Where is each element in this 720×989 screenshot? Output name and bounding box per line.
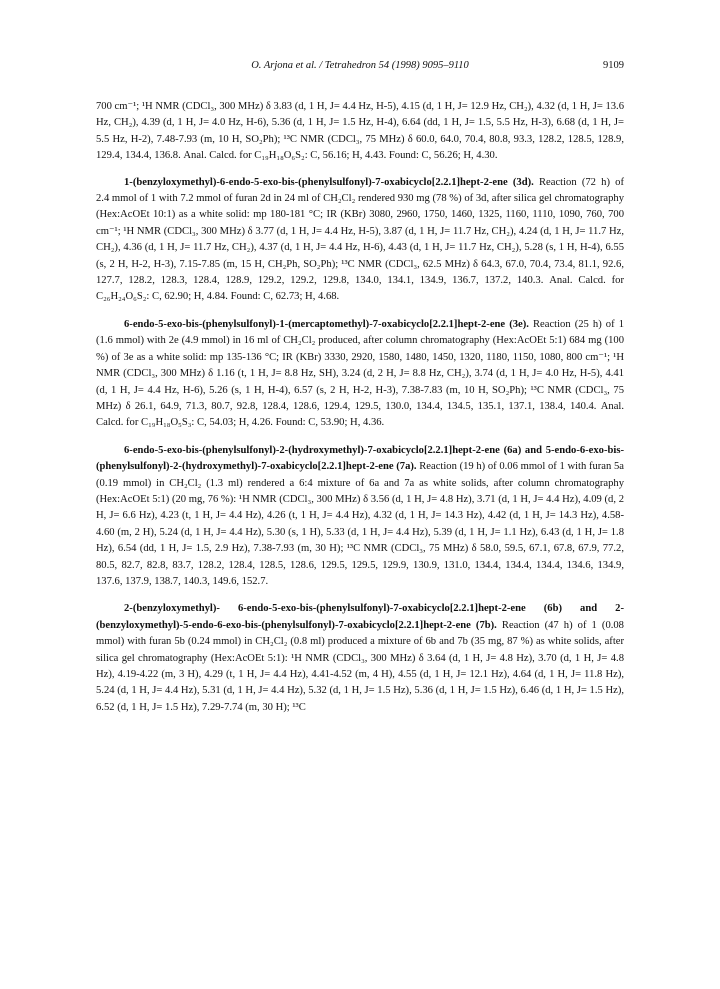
article-body — [96, 99, 624, 727]
experimental-paragraph-6a-7a — [96, 443, 624, 591]
running-head: O. Arjona et al. / Tetrahedron 54 (1998) 9095–9110 — [251, 60, 469, 71]
compound-title: 1-(benzyloxymethyl)-6-endo-5-exo-bis-(phenylsulfonyl)-7-oxabicyclo[2.2.1]hept-2-ene (3d). — [124, 176, 534, 188]
compound-title: 2-(benzyloxymethyl)- 6-endo-5-exo-bis-(phenylsulfonyl)-7-oxabicyclo[2.2.1]hept-2-ene (6b) and 2-(benzyloxymethyl)-5-endo-6-exo-bis-(phenylsulfonyl)-7-oxabicyclo[2.2.1]hept-2-ene (7b). — [96, 603, 624, 631]
compound-title: 6-endo-5-exo-bis-(phenylsulfonyl)-1-(mercaptomethyl)-7-oxabicyclo[2.2.1]hept-2-ene (3e). — [124, 318, 529, 330]
paragraph-text: 700 cm⁻¹; ¹H NMR (CDCl₃, 300 MHz) δ 3.83 (d, 1 H, J= 4.4 Hz, H-5), 4.15 (d, 1 H, J= 12.9 Hz, CH₂), 4.32 (d, 1 H, J= 13.6 Hz, CH₂), 4.39 (d, 1 H, J= 4.0 Hz, H-6), 5.36 (d, 1 H, J= 1.5 Hz, H-4), 6.64 (dd, 1 H, J= 1.5, 5.5 Hz, H-3), 6.68 (d, 1 H, J= 5.5 Hz, H-2), 7.48-7.93 (m, 10 H, SO₂Ph); ¹³C NMR (CDCl₃, 75 MHz) δ 60.0, 64.0, 70.4, 80.8, 93.3, 128.2, 128.5, 128.9, 129.4, 134.4, 136.8. Anal. Calcd. for C₁₉H₁₈O₆S₂: C, 56.16; H, 4.43. Found: C, 56.26; H, 4.30. — [96, 101, 624, 162]
paragraph-text: Reaction (25 h) of 1 (1.6 mmol) with 2e (4.9 mmol) in 16 ml of CH₂Cl₂ produced, after column chromatography (Hex:AcOEt 5:1) 684 mg (100 %) of 3e as a white solid: mp 135-136 °C; IR (KBr) 3330, 2920, 1580, 1480, 1450, 1320, 1180, 1150, 1080, 800 cm⁻¹; ¹H NMR (CDCl₃, 300 MHz) δ 1.16 (t, 1 H, J= 8.8 Hz, SH), 3.24 (d, 2 H, J= 8.8 Hz, CH₂), 3.74 (d, 1 H, J= 4.0 Hz, H-5), 4.41 (d, 1 H, J= 4.4 Hz, H-6), 5.26 (s, 1 H, H-4), 6.57 (s, 2 H, H-2, H-3), 7.38-7.83 (m, 10 H, SO₂Ph); ¹³C NMR (CDCl₃, 75 MHz) δ 26.1, 64.9, 71.3, 80.7, 92.8, 128.4, 128.6, 129.4, 129.5, 130.0, 134.4, 134.5, 135.1, 137.1, 138.4, 140.4. Anal. Calcd. for C₁₉H₁₈O₅S₃: C, 54.03; H, 4.26. Found: C, 53.90; H, 4.36. — [96, 318, 624, 429]
page-number: 9109 — [603, 60, 624, 71]
experimental-paragraph-3d — [96, 175, 624, 306]
compound-title: 6-endo-5-exo-bis-(phenylsulfonyl)-2-(hydroxymethyl)-7-oxabicyclo[2.2.1]hept-2-ene (6a) and 5-endo-6-exo-bis-(phenylsulfonyl)-2-(hydroxymethyl)-7-oxabicyclo[2.2.1]hept-2-ene (7a). — [96, 444, 624, 473]
experimental-paragraph-3e — [96, 317, 624, 432]
paragraph-text: Reaction (47 h) of 1 (0.08 mmol) with furan 5b (0.24 mmol) in CH₂Cl₂ (0.8 ml) produced a mixture of 6b and 7b (35 mg, 87 %) as white solids, after silica gel chromatography (Hex:AcOEt 5:1): ¹H NMR (CDCl₃, 300 MHz) δ 3.64 (d, 1 H, J= 4.8 Hz), 3.70 (d, 1 H, J= 4.8 Hz), 4.19-4.22 (m, 3 H), 4.29 (t, 1 H, J= 4.4 Hz), 4.41-4.52 (m, 4 H), 4.55 (d, 1 H, J= 12.1 Hz), 4.64 (d, 1 H, J= 11.8 Hz), 5.24 (d, 1 H, J= 4.4 Hz), 5.31 (d, 1 H, J= 4.4 Hz), 5.32 (d, 1 H, J= 1.5 Hz), 5.36 (d, 1 H, J= 1.5 Hz), 6.46 (d, 1 H, J= 1.5 Hz), 6.52 (d, 1 H, J= 1.5 Hz), 7.29-7.74 (m, 30 H); ¹³C — [96, 619, 624, 713]
experimental-paragraph-6b-7b — [96, 601, 624, 716]
paragraph-text: Reaction (72 h) of 2.4 mmol of 1 with 7.2 mmol of furan 2d in 24 ml of CH₂Cl₂ rendered 930 mg (78 %) of 3d, after silica gel chromatography (Hex:AcOEt 10:1) as a white solid: mp 180-181 °C; IR (KBr) 3080, 2960, 1750, 1460, 1325, 1160, 1110, 1090, 760, 700 cm⁻¹; ¹H NMR (CDCl₃, 300 MHz) δ 3.77 (d, 1 H, J= 4.4 Hz, H-5), 3.87 (d, 1 H, J= 11.7 Hz, CH₂), 4.24 (d, 1 H, J= 11.7 Hz, CH₂), 4.36 (d, 1 H, J= 11.7 Hz, CH₂), 4.37 (d, 1 H, J= 4.4 Hz, H-6), 4.43 (d, 1 H, J= 11.7 Hz, CH₂), 5.28 (s, 1 H, H-4), 6.55 (s, 2 H, H-2, H-3), 7.15-7.85 (m, 15 H, CH₂Ph, SO₂Ph); ¹³C NMR (CDCl₃, 62.5 MHz) δ 64.3, 67.0, 70.4, 73.4, 81.1, 92.6, 127.7, 128.2, 128.3, 128.4, 128.9, 129.2, 129.2, 129.8, 134.0, 134.1, 134.9, 136.7, 137.2, 140.3. Anal. Calcd. for C₂₆H₂₄O₆S₂: C, 62.90; H, 4.84. Found: C, 62.73; H, 4.68. — [96, 176, 624, 303]
paragraph-continuation — [96, 99, 624, 165]
paragraph-text: Reaction (19 h) of 0.06 mmol of 1 with furan 5a (0.19 mmol) in CH₂Cl₂ (1.3 ml) rendered a 6:4 mixture of 6a and 7a as white solids, after column chromatography (Hex:AcOEt 5:1) (20 mg, 76 %): ¹H NMR (CDCl₃, 300 MHz) δ 3.56 (d, 1 H, J= 4.8 Hz), 3.71 (d, 1 H, J= 4.4 Hz), 4.09 (d, 2 H, J= 6.6 Hz), 4.23 (t, 1 H, J= 4.4 Hz), 4.26 (t, 1 H, J= 4.4 Hz), 4.32 (d, 1 H, J= 14.3 Hz), 4.42 (d, 1 H, J= 14.3 Hz), 4.58-4.60 (m, 2 H), 5.24 (d, 1 H, J= 4.4 Hz), 5.30 (s, 1 H), 5.33 (d, 1 H, J= 4.4 Hz), 5.39 (d, 1 H, J= 1.1 Hz), 6.43 (d, 1 H, J= 1.8 Hz), 6.54 (dd, 1 H, J= 1.5, 2.9 Hz), 7.38-7.93 (m, 30 H); ¹³C NMR (CDCl₃, 75 MHz) δ 58.0, 59.5, 67.1, 67.8, 67.9, 77.2, 80.5, 82.7, 82.8, 83.7, 128.2, 128.4, 128.5, 128.6, 129.5, 129.5, 129.9, 130.9, 131.0, 134.4, 134.4, 134.4, 134.6, 134.9, 137.6, 137.9, 138.7, 140.3, 149.6, 152.7. — [96, 461, 624, 587]
